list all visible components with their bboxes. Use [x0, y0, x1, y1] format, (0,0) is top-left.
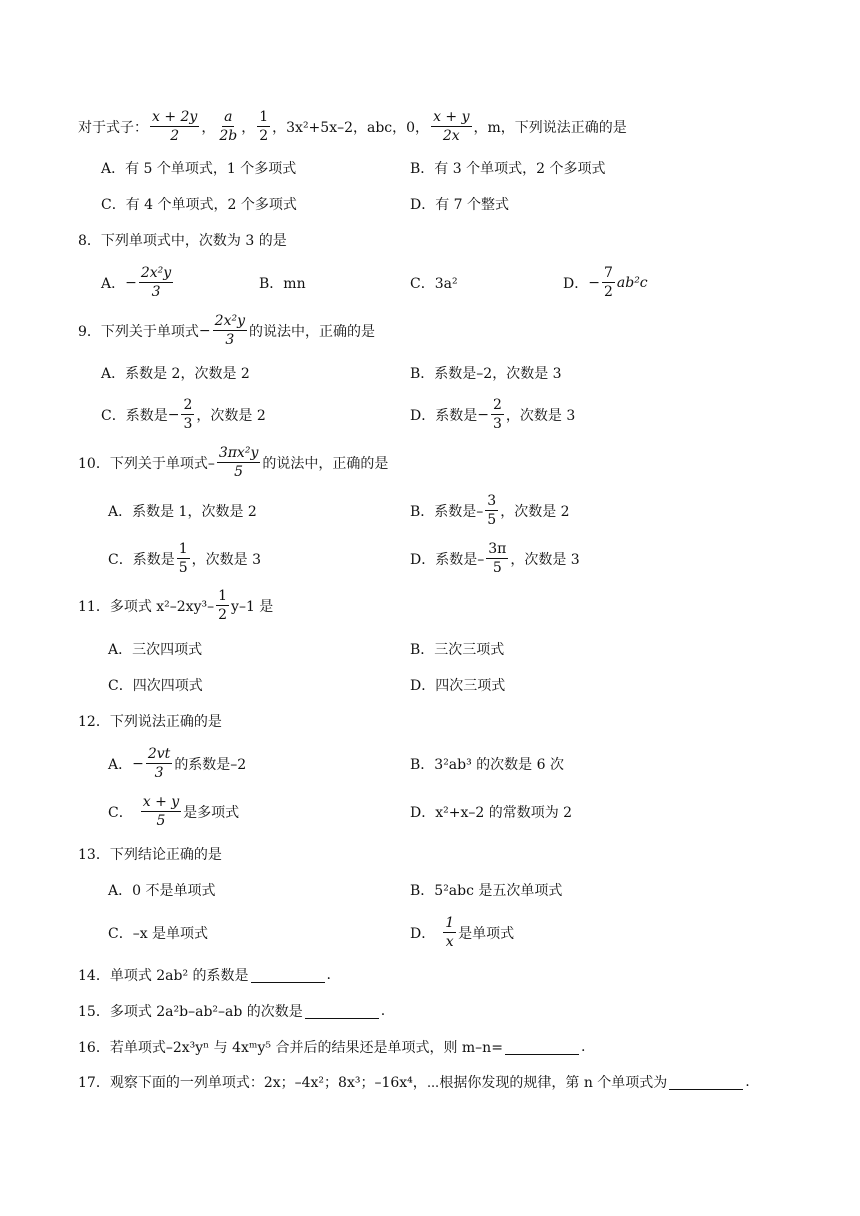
q10-option-c-fraction [177, 542, 190, 577]
q11-option-a-text: A．三次四项式 [108, 642, 203, 658]
q10-stem-fraction [217, 446, 261, 481]
q10-option-d-prefix: D．系数是– [410, 552, 485, 568]
q8-a-denominator: 3 [151, 284, 161, 300]
q7-f2-denominator: 2b [219, 128, 238, 144]
q17-text: 17．观察下面的一列单项式：2x；–4x²；8x³；–16x⁴，⋯根据你发现的规律，第 n 个单项式为 [78, 1075, 668, 1091]
comma: ， [201, 120, 216, 136]
q12-option-a-suffix: 的系数是–2 [174, 757, 247, 773]
q12-a-numerator: 2vt [146, 747, 172, 764]
q10-d-denominator: 5 [492, 560, 502, 576]
q7-option-b-text: B．有 3 个单项式，2 个多项式 [410, 161, 606, 177]
q12-option-b[interactable] [410, 740, 564, 788]
q9-stem-fraction [213, 314, 247, 349]
q7-f2-numerator: a [222, 110, 234, 127]
minus-sign: − [198, 323, 211, 339]
comma: ， [241, 120, 256, 136]
q11-stem-prefix: 11．多项式 x²–2xy³– [78, 599, 215, 615]
q8-option-d-label: D． [563, 276, 589, 292]
q11-numerator: 1 [216, 589, 229, 606]
q10-option-b-suffix: ，次数是 2 [500, 504, 570, 520]
question-8-stem [78, 216, 287, 264]
q16-text: 16．若单项式–2x³yⁿ 与 4xᵐy⁵ 合并后的结果还是单项式，则 m–n= [78, 1040, 503, 1056]
q9-d-numerator: 2 [491, 398, 504, 415]
minus-sign: − [125, 275, 137, 291]
q7-f4-numerator: x + y [431, 110, 471, 127]
q8-option-b-text: B．mn [259, 276, 306, 292]
q10-option-b-fraction [485, 494, 498, 529]
q14-text: 14．单项式 2ab² 的系数是 [78, 968, 249, 984]
q9-option-a[interactable] [101, 349, 250, 397]
comma: ， [272, 120, 287, 136]
q7-option-a-text: A．有 5 个单项式，1 个多项式 [101, 161, 297, 177]
q14-answer-blank[interactable] [251, 968, 325, 983]
q10-option-d[interactable] [410, 535, 580, 583]
question-17 [78, 1058, 750, 1106]
q13-d-denominator: x [445, 934, 454, 950]
q8-d-denominator: 2 [603, 284, 613, 300]
question-10-stem [78, 439, 388, 487]
q12-option-c-label: C． [108, 805, 133, 821]
q13-option-a[interactable] [108, 866, 215, 914]
q9-option-c-prefix: C．系数是 [101, 408, 168, 424]
q7-expression-list: 3x²+5x–2，abc，0， [286, 120, 430, 136]
question-12-stem [78, 697, 222, 745]
q8-option-c-text: C．3a² [410, 276, 458, 292]
q8-option-d-tail: ab²c [616, 275, 648, 291]
q9-option-a-text: A．系数是 2，次数是 2 [101, 366, 250, 382]
q16-period: . [580, 1039, 586, 1055]
q9-c-numerator: 2 [181, 398, 194, 415]
q17-answer-blank[interactable] [669, 1075, 743, 1090]
minus-sign: − [588, 275, 600, 291]
q9-c-denominator: 3 [183, 416, 193, 432]
q12-option-a[interactable] [108, 740, 246, 788]
q8-d-numerator: 7 [602, 266, 615, 283]
q10-d-numerator: 3π [486, 542, 508, 559]
q10-option-d-suffix: ，次数是 3 [510, 552, 580, 568]
q16-answer-blank[interactable] [505, 1040, 579, 1055]
question-9-stem [78, 307, 375, 355]
q13-option-c-text: C．–x 是单项式 [108, 926, 209, 942]
q12-option-c[interactable] [108, 788, 239, 836]
q7-fraction-2 [217, 110, 239, 145]
q10-b-numerator: 3 [485, 494, 498, 511]
q9-option-d-suffix: ，次数是 3 [505, 408, 576, 424]
q8-option-b[interactable] [259, 259, 306, 307]
q13-option-d[interactable] [410, 909, 514, 957]
q7-option-d-text: D．有 7 个整式 [410, 197, 510, 213]
q11-stem-suffix: y–1 是 [231, 599, 274, 615]
q9-option-d-prefix: D．系数是 [410, 408, 478, 424]
q12-option-c-fraction [141, 795, 181, 830]
q12-option-d[interactable] [410, 788, 572, 836]
minus-sign: − [167, 407, 180, 423]
q13-option-d-suffix: 是单项式 [458, 926, 515, 942]
q11-stem-fraction [216, 589, 229, 624]
q13-option-c[interactable] [108, 909, 208, 957]
q10-option-a-text: A．系数是 1，次数是 2 [108, 504, 257, 520]
q12-stem-text: 12．下列说法正确的是 [78, 714, 222, 730]
q9-option-c[interactable] [101, 391, 266, 439]
q10-stem-prefix: 10．下列关于单项式– [78, 456, 215, 472]
q14-period: . [326, 967, 331, 983]
q7-fraction-4 [431, 110, 471, 145]
q10-option-c-prefix: C．系数是 [108, 552, 175, 568]
q8-option-a-fraction [139, 266, 173, 301]
q9-d-denominator: 3 [492, 416, 502, 432]
q17-period: . [745, 1074, 750, 1090]
q7-f3-denominator: 2 [259, 128, 269, 144]
q7-fraction-3 [257, 110, 270, 145]
minus-sign: − [477, 407, 489, 423]
q10-numerator: 3πx²y [217, 446, 261, 463]
q7-stem-suffix: ，m，下列说法正确的是 [473, 120, 627, 136]
q13-option-b-text: B．5²abc 是五次单项式 [410, 883, 563, 899]
q10-option-b-prefix: B．系数是– [410, 504, 484, 520]
q9-stem-suffix: 的说法中，正确的是 [248, 324, 375, 340]
q13-option-b[interactable] [410, 866, 562, 914]
q10-option-a[interactable] [108, 487, 257, 535]
q8-a-numerator: 2x²y [139, 266, 173, 283]
q8-option-d[interactable] [563, 259, 648, 307]
q11-option-c-text: C．四次四项式 [108, 678, 203, 694]
q9-option-c-suffix: ，次数是 2 [196, 408, 266, 424]
q10-b-denominator: 5 [487, 512, 497, 528]
q12-option-b-text: B．3²ab³ 的次数是 6 次 [410, 757, 564, 773]
q15-period: . [380, 1003, 386, 1019]
q13-d-numerator: 1 [443, 916, 456, 933]
q8-option-a-label: A． [101, 276, 126, 292]
q10-c-denominator: 5 [178, 560, 188, 576]
q12-a-denominator: 3 [154, 765, 164, 781]
q9-option-b-text: B．系数是–2，次数是 3 [410, 366, 562, 382]
q9-stem-prefix: 9．下列关于单项式 [78, 324, 199, 340]
q8-option-d-fraction [602, 266, 615, 301]
q11-option-d[interactable] [410, 661, 505, 709]
q12-c-denominator: 5 [156, 813, 166, 829]
q7-f4-denominator: 2x [442, 128, 460, 144]
question-11-stem [78, 582, 273, 630]
q10-denominator: 5 [234, 464, 244, 480]
q7-option-d[interactable] [410, 180, 509, 228]
q8-option-c[interactable] [410, 259, 458, 307]
q13-stem-text: 13．下列结论正确的是 [78, 847, 222, 863]
q7-fraction-1 [150, 110, 199, 145]
q13-option-a-text: A．0 不是单项式 [108, 883, 216, 899]
q7-stem-prefix: 对于式子： [78, 120, 148, 136]
q8-option-a[interactable] [101, 259, 175, 307]
q12-option-d-text: D．x²+x–2 的常数项为 2 [410, 805, 573, 821]
minus-sign: − [132, 756, 144, 772]
q13-option-d-label: D． [410, 926, 436, 942]
q13-option-d-fraction [443, 916, 456, 951]
q11-denominator: 2 [218, 607, 228, 623]
q10-c-numerator: 1 [177, 542, 190, 559]
q12-option-a-fraction [146, 747, 172, 782]
q11-option-d-text: D．四次三项式 [410, 678, 506, 694]
q7-option-c-text: C．有 4 个单项式，2 个多项式 [101, 197, 297, 213]
q10-stem-suffix: 的说法中，正确的是 [262, 456, 389, 472]
q9-option-c-fraction [181, 398, 194, 433]
q7-f1-numerator: x + 2y [150, 110, 199, 127]
q15-text: 15．多项式 2a²b–ab²–ab 的次数是 [78, 1004, 303, 1020]
q10-option-d-fraction [486, 542, 508, 577]
q11-option-b-text: B．三次三项式 [410, 642, 505, 658]
q9-option-b[interactable] [410, 349, 562, 397]
q7-f3-numerator: 1 [257, 110, 270, 127]
q9-numerator: 2x²y [213, 314, 247, 331]
q9-option-d[interactable] [410, 391, 575, 439]
q7-f1-denominator: 2 [170, 128, 180, 144]
q15-answer-blank[interactable] [305, 1004, 379, 1019]
q10-option-c-suffix: ，次数是 3 [191, 552, 261, 568]
q12-c-numerator: x + y [141, 795, 181, 812]
q9-option-d-fraction [491, 398, 504, 433]
q10-option-c[interactable] [108, 535, 261, 583]
q10-option-b[interactable] [410, 487, 570, 535]
q8-stem-text: 8．下列单项式中，次数为 3 的是 [78, 233, 287, 249]
q12-option-a-label: A． [108, 757, 133, 773]
q12-option-c-suffix: 是多项式 [183, 805, 240, 821]
q9-denominator: 3 [225, 332, 235, 348]
